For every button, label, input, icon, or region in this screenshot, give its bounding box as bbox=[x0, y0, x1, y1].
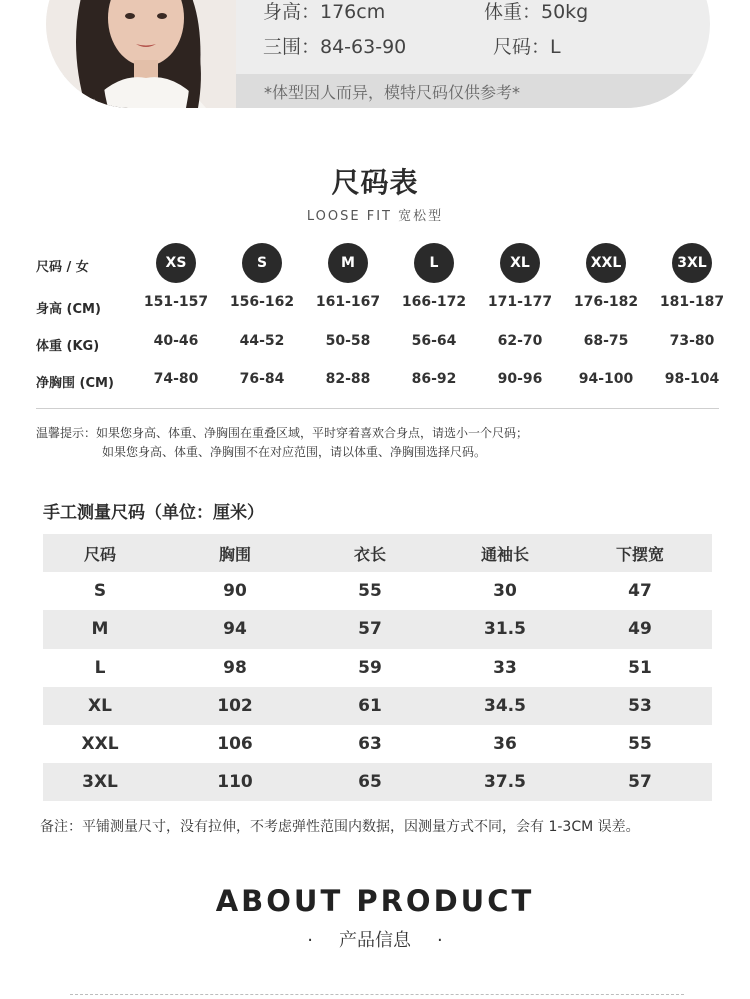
table-header-cell: 通袖长 bbox=[480, 544, 530, 564]
table-cell: 53 bbox=[628, 695, 652, 716]
height-cell-s: 156-162 bbox=[229, 294, 295, 310]
table-cell: 3XL bbox=[82, 772, 118, 793]
weight-cell-xs: 40-46 bbox=[153, 333, 199, 349]
size-badge-xs: XS bbox=[156, 243, 196, 283]
table-cell: 55 bbox=[628, 734, 652, 755]
height-cell-xs: 151-157 bbox=[143, 294, 209, 310]
chest-cell-3xl: 98-104 bbox=[664, 371, 720, 387]
weight-cell-l: 56-64 bbox=[411, 333, 457, 349]
about-product-subtitle-row bbox=[0, 926, 750, 952]
chest-cell-l: 86-92 bbox=[411, 371, 457, 387]
size-badge-3xl: 3XL bbox=[672, 243, 712, 283]
size-header-label: 尺码 / 女 bbox=[36, 260, 89, 275]
size-badge-xl: XL bbox=[500, 243, 540, 283]
chest-cell-xl: 90-96 bbox=[497, 371, 543, 387]
table-cell: 63 bbox=[358, 734, 382, 755]
table-header-cell: 尺码 bbox=[83, 544, 117, 564]
measure-table-header bbox=[43, 534, 712, 572]
weight-cell-m: 50-58 bbox=[325, 333, 371, 349]
table-row bbox=[43, 649, 712, 687]
size-badge-m: M bbox=[328, 243, 368, 283]
size-chart-title: 尺码表 bbox=[331, 166, 419, 199]
measure-table bbox=[43, 534, 712, 801]
measure-table-title: 手工测量尺码（单位：厘米） bbox=[43, 503, 264, 523]
table-row bbox=[43, 610, 712, 648]
table-cell: M bbox=[91, 619, 109, 640]
chest-row-label: 净胸围 (CM) bbox=[36, 376, 114, 391]
measure-footnote: 备注：平铺测量尺寸，没有拉伸，不考虑弹性范围内数据，因测量方式不同，会有 1-3CM 误差。 bbox=[40, 819, 640, 835]
table-cell: 49 bbox=[628, 619, 652, 640]
model-disclaimer: *体型因人而异，模特尺码仅供参考* bbox=[264, 83, 521, 102]
table-cell: S bbox=[93, 581, 107, 602]
table-cell: 94 bbox=[223, 619, 247, 640]
table-cell: 37.5 bbox=[484, 772, 526, 793]
height-row-label: 身高 (CM) bbox=[36, 302, 101, 317]
model-weight: 体重：50kg bbox=[484, 1, 589, 23]
table-row bbox=[43, 572, 712, 610]
table-cell: 90 bbox=[223, 581, 247, 602]
weight-cell-s: 44-52 bbox=[239, 333, 285, 349]
size-badge-xxl: XXL bbox=[586, 243, 626, 283]
model-size: 尺码：L bbox=[493, 36, 561, 58]
chest-cell-s: 76-84 bbox=[239, 371, 285, 387]
table-cell: XL bbox=[88, 695, 112, 716]
table-row bbox=[43, 725, 712, 763]
table-cell: 102 bbox=[217, 695, 253, 716]
table-header-cell: 胸围 bbox=[218, 544, 252, 564]
dotted-divider bbox=[70, 994, 684, 995]
size-badge-s: S bbox=[242, 243, 282, 283]
size-badge-l: L bbox=[414, 243, 454, 283]
table-cell: 59 bbox=[358, 657, 382, 678]
weight-cell-3xl: 73-80 bbox=[669, 333, 715, 349]
chest-cell-xs: 74-80 bbox=[153, 371, 199, 387]
table-row bbox=[43, 687, 712, 725]
table-cell: L bbox=[94, 657, 106, 678]
table-cell: 55 bbox=[358, 581, 382, 602]
table-cell: 31.5 bbox=[484, 619, 526, 640]
size-tip-line-2: 如果您身高、体重、净胸围不在对应范围，请以体重、净胸围选择尺码。 bbox=[102, 445, 487, 459]
height-cell-xl: 171-177 bbox=[487, 294, 553, 310]
table-cell: 30 bbox=[493, 581, 517, 602]
model-measurements: 三围：84-63-90 bbox=[263, 36, 407, 58]
table-cell: 33 bbox=[493, 657, 517, 678]
table-header-cell: 衣长 bbox=[353, 544, 387, 564]
right-dot: · bbox=[437, 930, 443, 951]
table-cell: XXL bbox=[81, 734, 119, 755]
table-cell: 57 bbox=[628, 772, 652, 793]
table-header-cell: 下摆宽 bbox=[615, 544, 665, 564]
table-cell: 34.5 bbox=[484, 695, 526, 716]
size-chart-subtitle: LOOSE FIT 宽松型 bbox=[306, 209, 444, 224]
height-cell-3xl: 181-187 bbox=[659, 294, 725, 310]
table-cell: 36 bbox=[493, 734, 517, 755]
chest-cell-m: 82-88 bbox=[325, 371, 371, 387]
table-cell: 110 bbox=[217, 772, 253, 793]
height-cell-m: 161-167 bbox=[315, 294, 381, 310]
weight-cell-xl: 62-70 bbox=[497, 333, 543, 349]
table-cell: 57 bbox=[358, 619, 382, 640]
height-cell-xxl: 176-182 bbox=[573, 294, 639, 310]
table-cell: 47 bbox=[628, 581, 652, 602]
table-cell: 61 bbox=[358, 695, 382, 716]
model-height: 身高：176cm bbox=[263, 1, 386, 23]
weight-cell-xxl: 68-75 bbox=[583, 333, 629, 349]
table-cell: 98 bbox=[223, 657, 247, 678]
size-chart-divider bbox=[36, 408, 719, 409]
about-product-title: ABOUT PRODUCT bbox=[215, 884, 535, 918]
table-cell: 51 bbox=[628, 657, 652, 678]
left-dot: · bbox=[307, 930, 313, 951]
table-row bbox=[43, 763, 712, 801]
table-cell: 106 bbox=[217, 734, 253, 755]
about-product-subtitle: 产品信息 bbox=[339, 930, 411, 951]
height-cell-l: 166-172 bbox=[401, 294, 467, 310]
weight-row-label: 体重 (KG) bbox=[36, 339, 100, 354]
table-cell: 65 bbox=[358, 772, 382, 793]
size-tip-line-1: 温馨提示：如果您身高、体重、净胸围在重叠区域，平时穿着喜欢合身点，请选小一个尺码； bbox=[36, 426, 529, 440]
chest-cell-xxl: 94-100 bbox=[578, 371, 634, 387]
